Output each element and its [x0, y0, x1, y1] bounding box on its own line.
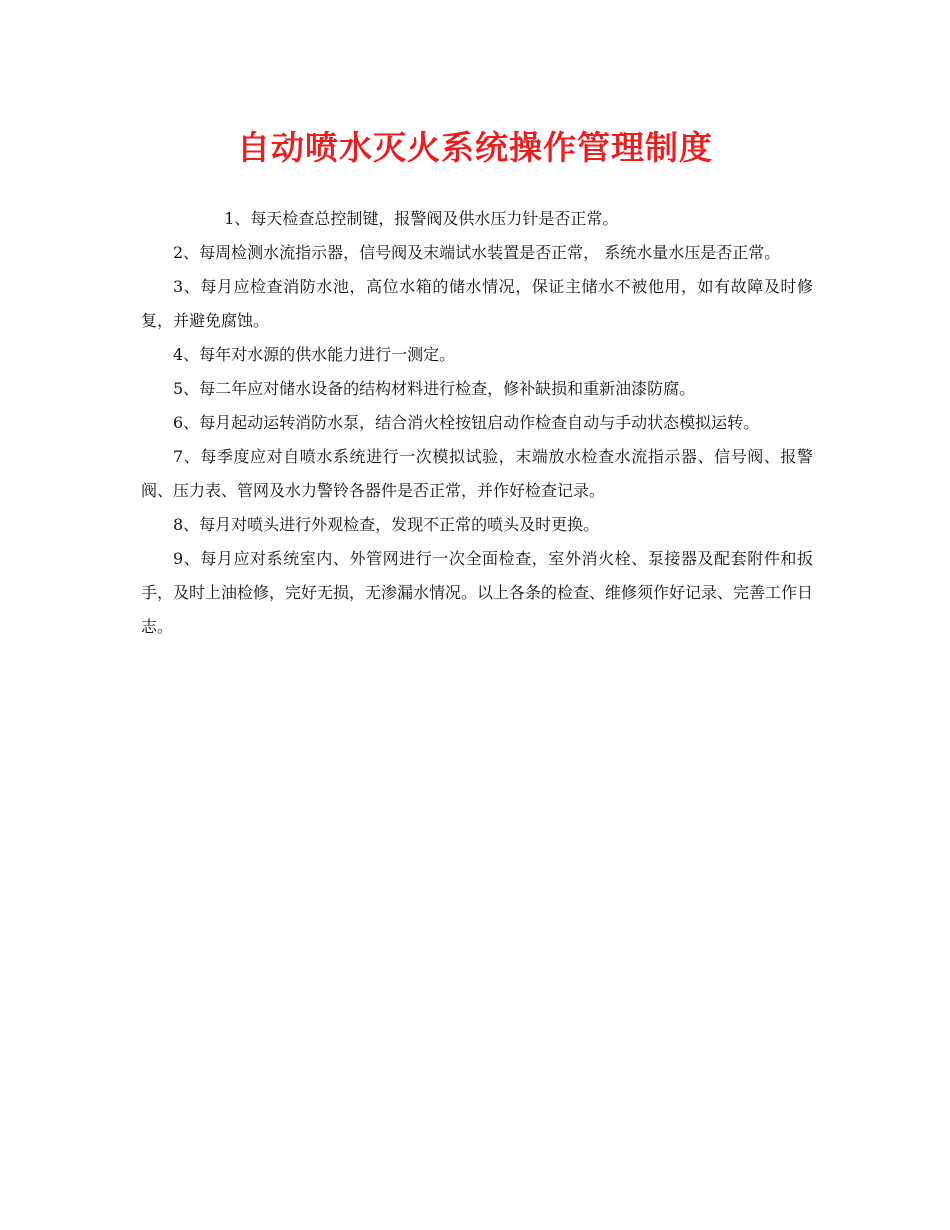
document-body	[141, 202, 813, 644]
rule-paragraph-6: 6、每月起动运转消防水泵，结合消火栓按钮启动作检查自动与手动状态模拟运转。	[173, 413, 760, 432]
document-title: 自动喷水灭火系统操作管理制度	[237, 128, 713, 167]
rule-paragraph-8: 8、每月对喷头进行外观检查，发现不正常的喷头及时更换。	[173, 515, 600, 534]
rule-paragraph-7: 7、每季度应对自喷水系统进行一次模拟试验，末端放水检查水流指示器、信号阀、报警阀、压力表、管网及水力警铃各器件是否正常，并作好检查记录。	[141, 447, 813, 500]
rule-paragraph-5: 5、每二年应对储水设备的结构材料进行检查，修补缺损和重新油漆防腐。	[173, 379, 696, 398]
rule-paragraph-3: 3、每月应检查消防水池，高位水箱的储水情况，保证主储水不被他用，如有故障及时修复，并避免腐蚀。	[141, 277, 813, 330]
rule-paragraph-2: 2、每周检测水流指示器，信号阀及末端试水装置是否正常， 系统水量水压是否正常。	[173, 243, 781, 262]
rule-paragraph-1: 1、每天检查总控制键，报警阀及供水压力针是否正常。	[224, 209, 619, 228]
rule-paragraph-4: 4、每年对水源的供水能力进行一测定。	[173, 345, 456, 364]
rule-paragraph-9: 9、每月应对系统室内、外管网进行一次全面检查，室外消火栓、泵接器及配套附件和扳手，及时上油检修，完好无损，无渗漏水情况。以上各条的检查、维修须作好记录、完善工作日志。	[141, 549, 814, 636]
